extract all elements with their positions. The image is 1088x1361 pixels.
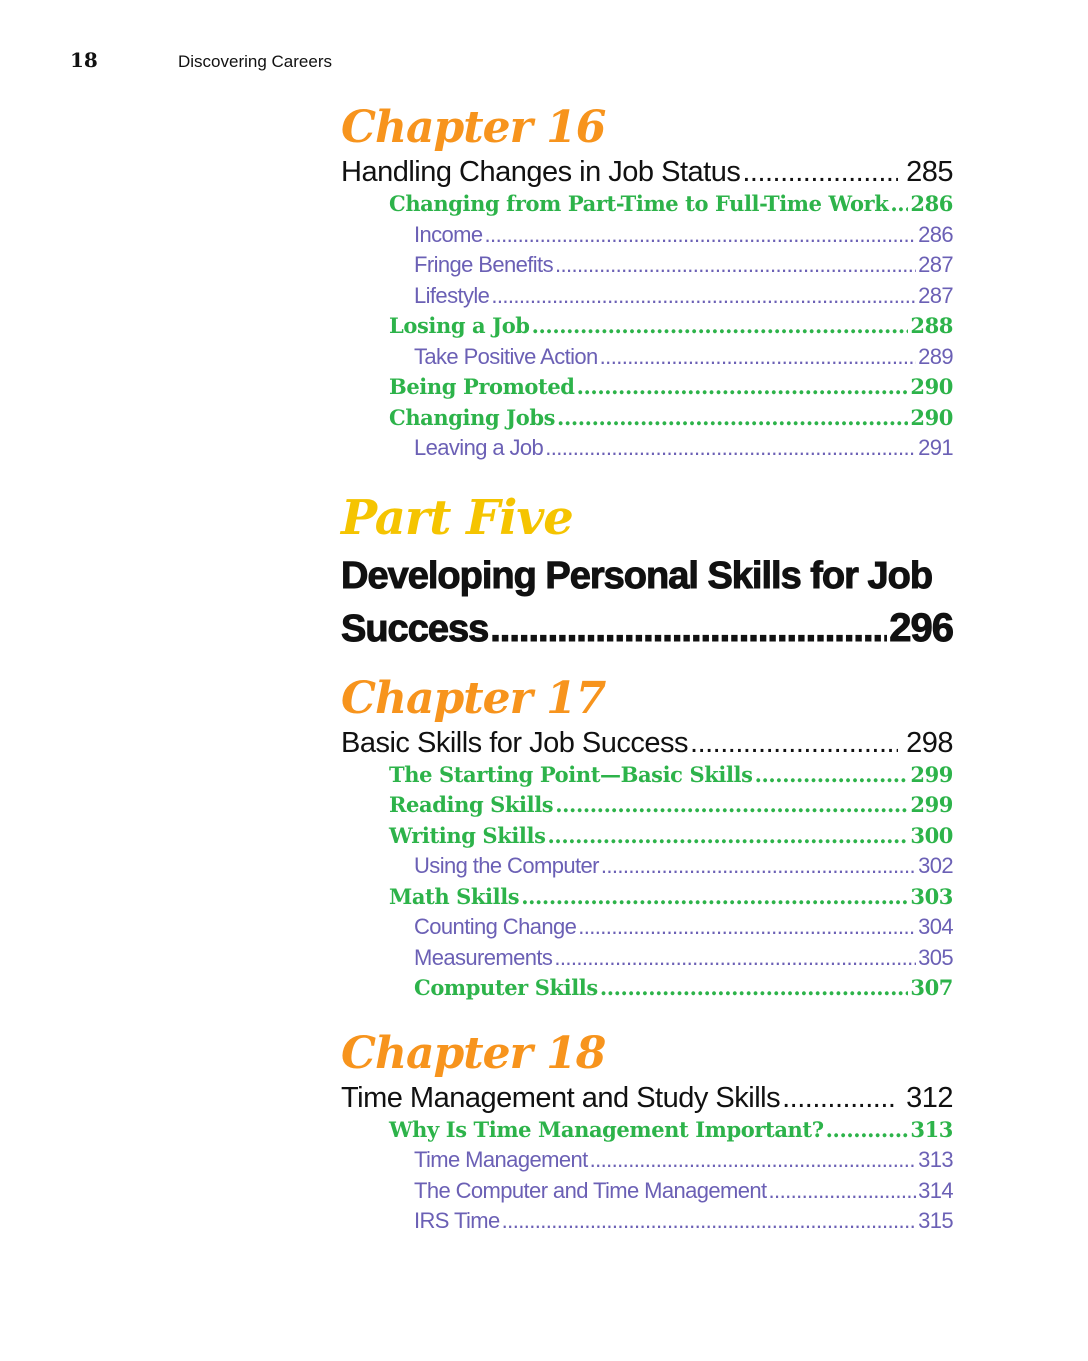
dot-leader — [769, 1176, 917, 1207]
toc-entry-label: Changing Jobs — [389, 404, 556, 430]
part-page: 296 — [889, 605, 953, 650]
toc-section[interactable] — [341, 189, 953, 220]
toc-entry-label: The Computer and Time Management — [414, 1177, 767, 1203]
toc-subsection[interactable] — [341, 433, 953, 464]
chapter-18-heading: Chapter 18 — [341, 1027, 606, 1079]
toc-entry-label: Math Skills — [389, 883, 520, 909]
toc-entry-label: Time Management — [414, 1147, 588, 1172]
dot-leader — [532, 311, 909, 342]
dot-leader — [742, 156, 898, 189]
toc-entry-label: IRS Time — [414, 1208, 500, 1233]
book-title: Discovering Careers — [178, 52, 332, 71]
toc-section[interactable] — [341, 1115, 953, 1146]
dot-leader — [782, 1082, 898, 1115]
dot-leader — [555, 790, 908, 821]
toc-section[interactable] — [341, 760, 953, 791]
toc-section[interactable] — [341, 311, 953, 342]
dot-leader — [578, 912, 916, 943]
toc-entry-page: 313 — [910, 1116, 953, 1142]
toc-entry-page: 315 — [918, 1208, 953, 1233]
part-five-heading: Part Five — [341, 489, 573, 546]
toc-entry-page: 286 — [918, 221, 953, 247]
part-title[interactable] — [341, 550, 953, 655]
toc-entry-label: Writing Skills — [389, 822, 546, 848]
toc-entry-page: 288 — [910, 313, 953, 338]
toc-chapter-title[interactable] — [341, 727, 953, 760]
part-title-line2: Success — [341, 607, 489, 650]
dot-leader — [601, 851, 916, 882]
toc-section[interactable] — [341, 821, 953, 852]
dot-leader — [521, 882, 908, 913]
toc-entry-label: The Starting Point—Basic Skills — [389, 761, 753, 787]
dot-leader — [826, 1115, 909, 1146]
toc-entry-page: 285 — [906, 156, 953, 188]
table-of-contents — [341, 100, 953, 1237]
toc-entry-page: 298 — [906, 726, 953, 759]
toc-subsection[interactable] — [341, 943, 953, 974]
toc-section[interactable] — [341, 882, 953, 913]
dot-leader — [554, 943, 916, 974]
dot-leader — [600, 973, 909, 1004]
toc-entry-label: Income — [414, 221, 483, 247]
toc-entry-page: 287 — [918, 282, 953, 308]
toc-chapter-title[interactable] — [341, 1082, 953, 1115]
toc-chapter-title[interactable] — [341, 156, 953, 189]
toc-entry-label: Time Management and Study Skills — [341, 1081, 781, 1114]
toc-entry-page: 290 — [910, 404, 953, 430]
toc-entry-label: Lifestyle — [414, 282, 490, 308]
toc-entry-label: Counting Change — [414, 914, 577, 939]
toc-subsection[interactable] — [341, 912, 953, 943]
dot-leader — [890, 189, 908, 220]
toc-subsection[interactable] — [341, 851, 953, 882]
toc-subsection[interactable] — [341, 281, 953, 312]
toc-entry-label: Measurements — [414, 944, 553, 970]
toc-entry-label: Take Positive Action — [414, 343, 598, 369]
toc-entry-label: Losing a Job — [389, 313, 530, 338]
dot-leader — [555, 250, 916, 281]
toc-entry-page: 303 — [910, 883, 953, 909]
toc-entry-page: 300 — [910, 822, 953, 848]
toc-entry-page: 304 — [918, 914, 953, 939]
toc-subsection[interactable] — [341, 1206, 953, 1237]
toc-subsection[interactable] — [341, 1176, 953, 1207]
toc-subsection[interactable] — [341, 220, 953, 251]
toc-section[interactable] — [341, 790, 953, 821]
dot-leader — [557, 403, 908, 434]
toc-subsection[interactable] — [341, 342, 953, 373]
toc-entry-label: Fringe Benefits — [414, 252, 553, 277]
toc-entry-page: 312 — [906, 1081, 953, 1114]
toc-entry-page: 305 — [918, 944, 953, 970]
dot-leader — [485, 220, 917, 251]
dot-leader — [600, 342, 916, 373]
toc-entry-page: 289 — [918, 343, 953, 369]
toc-entry-label: Being Promoted — [389, 374, 575, 399]
toc-entry-label: Computer Skills — [414, 975, 598, 1000]
dot-leader — [491, 281, 916, 312]
dot-leader — [690, 727, 898, 760]
toc-entry-page: 307 — [910, 975, 953, 1000]
toc-entry-page: 291 — [918, 435, 953, 460]
toc-subsection[interactable] — [341, 1145, 953, 1176]
toc-section[interactable] — [341, 372, 953, 403]
toc-entry-page: 299 — [910, 761, 953, 787]
part-title-line1: Developing Personal Skills for Job — [341, 554, 933, 597]
toc-entry-label: Leaving a Job — [414, 435, 544, 460]
toc-section[interactable] — [341, 403, 953, 434]
toc-entry-label: Basic Skills for Job Success — [341, 726, 689, 759]
toc-entry-label: Why Is Time Management Important? — [389, 1116, 824, 1142]
toc-entry-page: 299 — [910, 792, 953, 817]
toc-entry-label: Changing from Part-Time to Full-Time Work — [389, 191, 889, 216]
dot-leader — [545, 433, 916, 464]
running-head — [70, 48, 332, 74]
dot-leader — [755, 760, 909, 791]
dot-leader — [502, 1206, 916, 1237]
toc-entry-page: 313 — [918, 1147, 953, 1172]
dot-leader — [548, 821, 909, 852]
toc-entry-page: 302 — [918, 853, 953, 878]
dot-leader — [577, 372, 909, 403]
toc-entry-page: 287 — [918, 252, 953, 277]
toc-section[interactable] — [341, 973, 953, 1004]
toc-entry-label: Handling Changes in Job Status — [341, 156, 741, 188]
dot-leader — [490, 603, 887, 655]
chapter-16-heading: Chapter 16 — [341, 102, 606, 153]
toc-entry-page: 290 — [910, 374, 953, 399]
toc-entry-page: 314 — [918, 1177, 953, 1203]
chapter-17-heading: Chapter 17 — [341, 672, 606, 724]
dot-leader — [590, 1145, 916, 1176]
toc-entry-label: Reading Skills — [389, 792, 554, 817]
page-number: 18 — [70, 48, 98, 72]
toc-entry-label: Using the Computer — [414, 853, 599, 878]
toc-subsection[interactable] — [341, 250, 953, 281]
toc-entry-page: 286 — [910, 191, 953, 216]
